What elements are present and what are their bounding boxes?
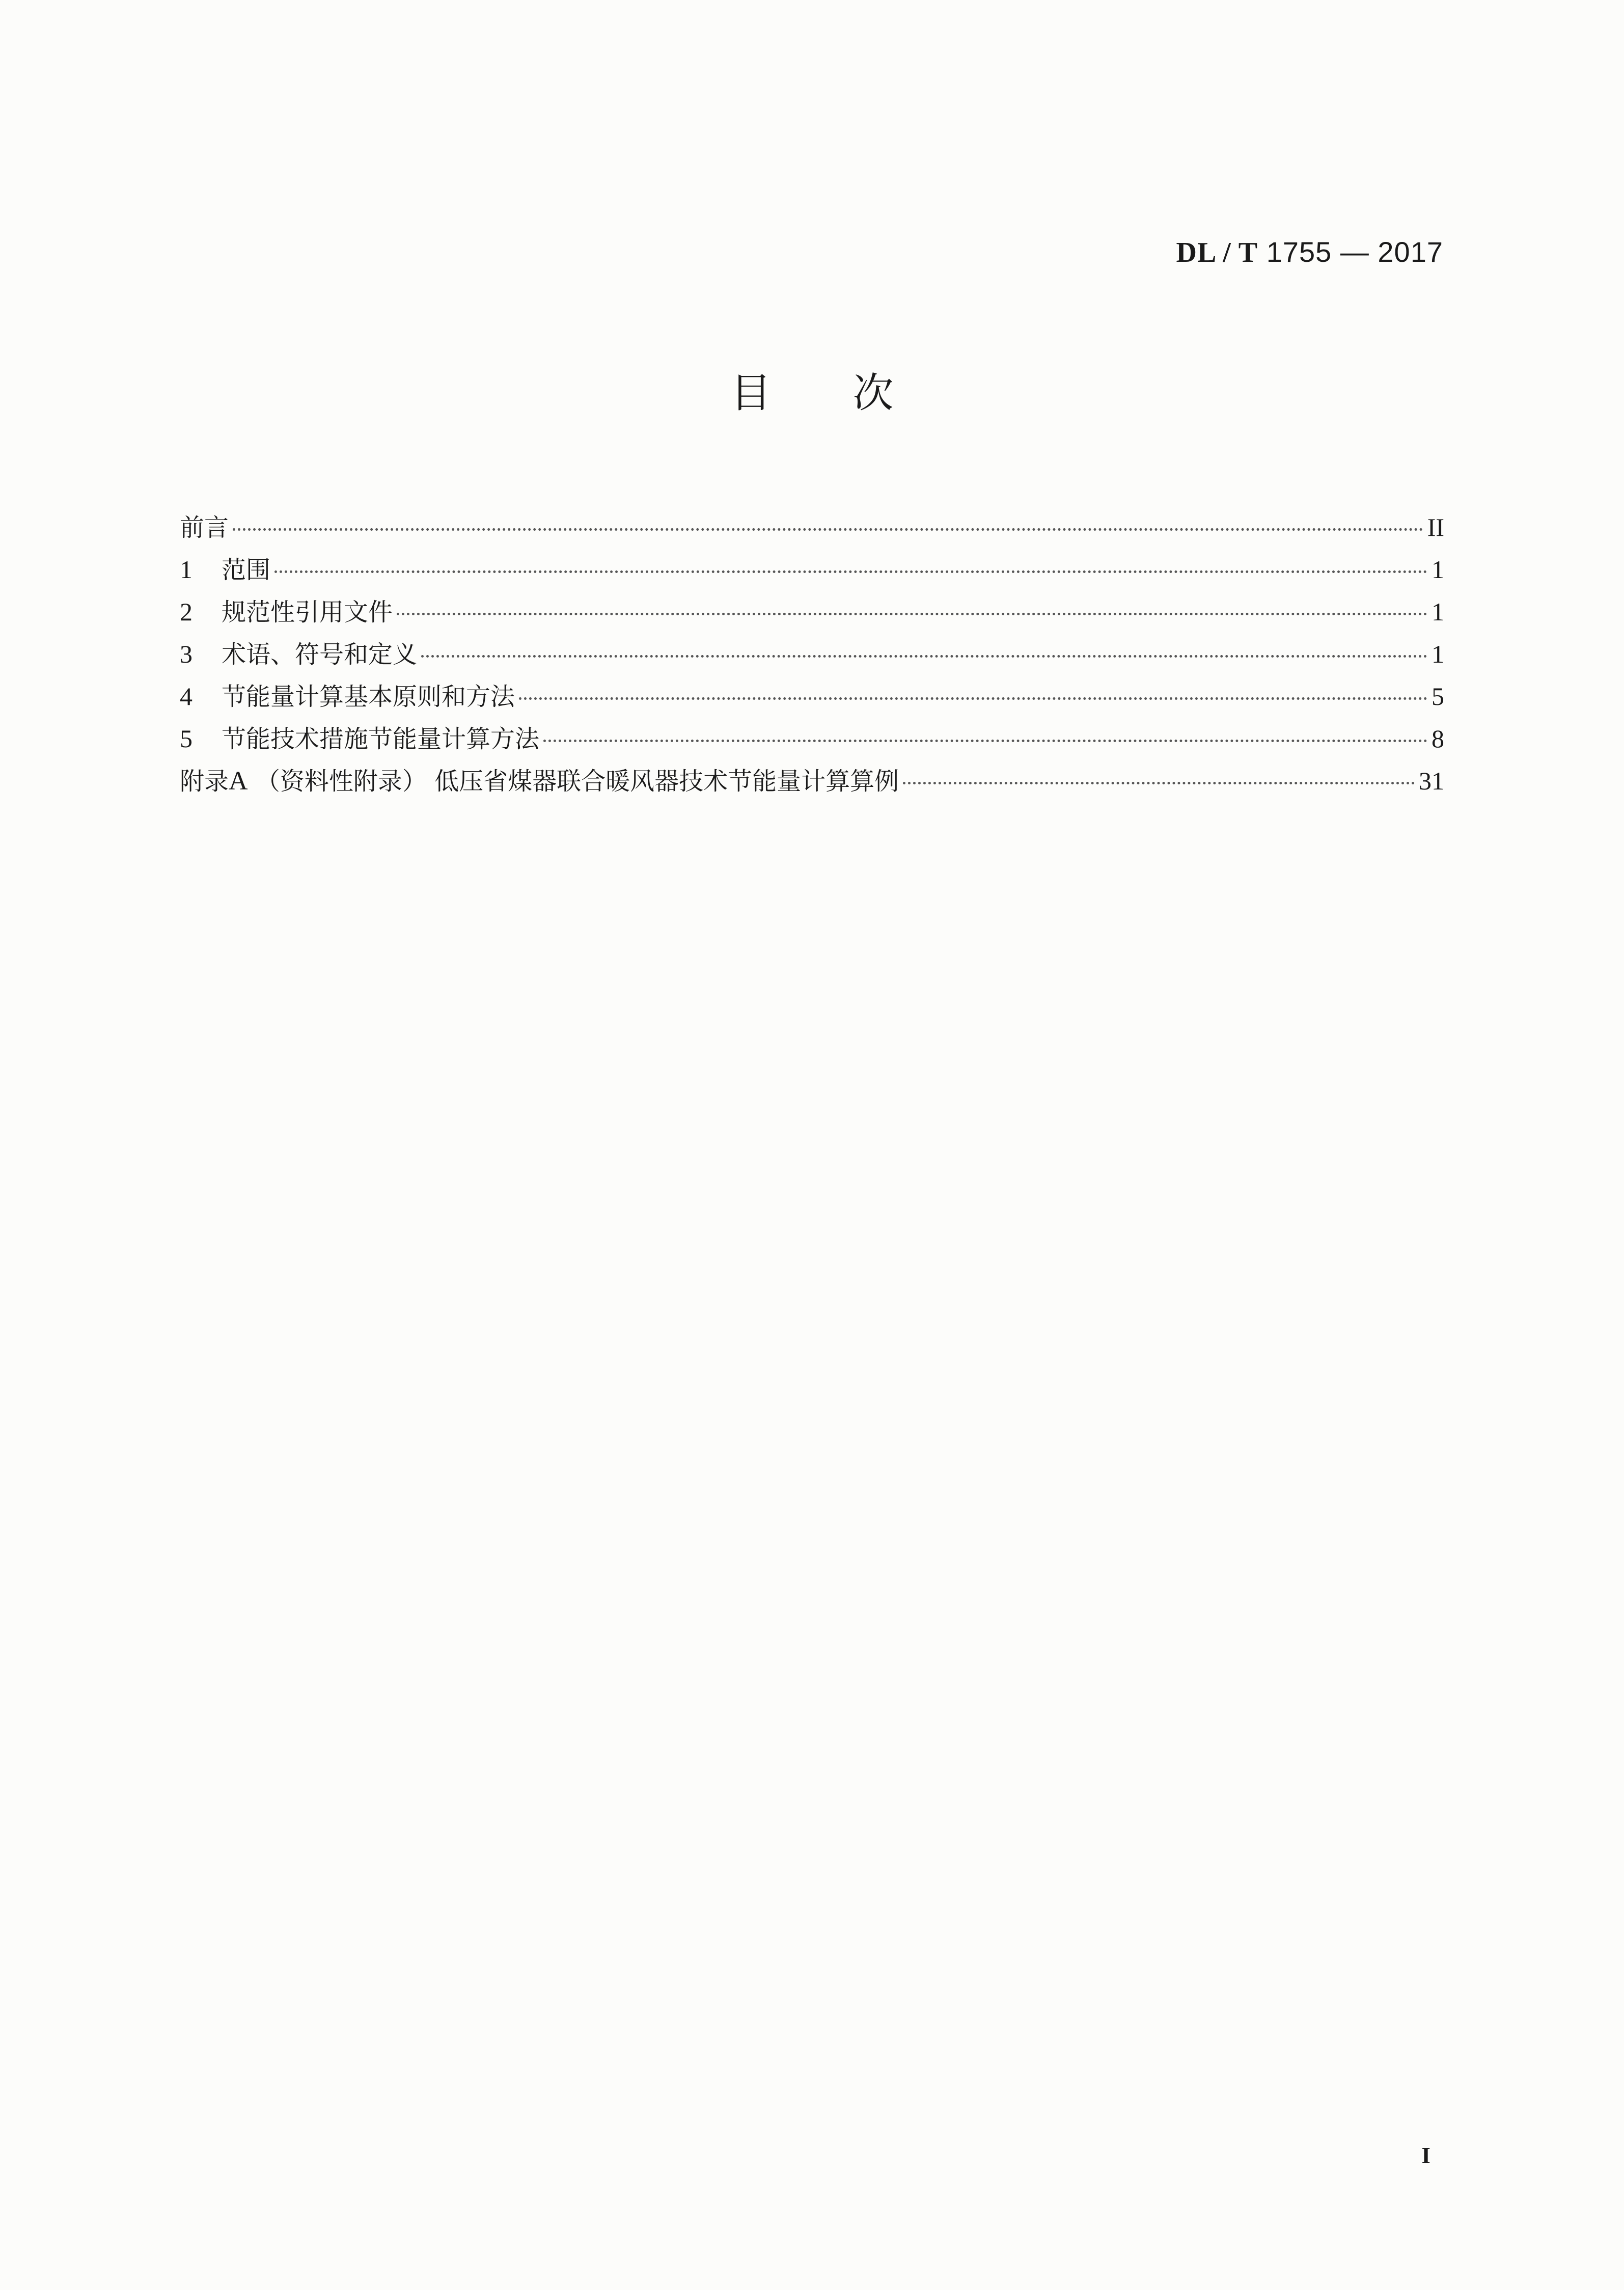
toc-leader-dots [421,655,1427,658]
standard-number: 1755 — 2017 [1266,236,1443,268]
toc-entry-title: 节能量计算基本原则和方法 [222,683,515,711]
toc-entry-methods[interactable] [180,718,1444,760]
toc-entry-scope[interactable] [180,549,1444,591]
toc-entry-title: 节能技术措施节能量计算方法 [222,725,540,753]
appendix-title: （资料性附录） 低压省煤器联合暖风器技术节能量计算算例 [255,767,899,796]
toc-entry-page: 31 [1419,767,1444,795]
toc-leader-dots [233,528,1423,531]
toc-leader-dots [397,613,1427,615]
toc-entry-number: 2 [180,597,192,626]
page-number: I [1421,2142,1430,2168]
toc-entry-title: 术语、符号和定义 [222,640,418,669]
toc-title-char-2: 次 [852,369,894,417]
toc-leader-dots [519,697,1427,700]
toc-entry-number: 5 [180,724,192,753]
toc-entry-number: 4 [180,682,192,711]
toc-entry-page: 5 [1432,682,1444,711]
toc-entry-title: 规范性引用文件 [222,598,393,626]
toc-entry-terms[interactable] [180,633,1444,675]
toc-entry-foreword[interactable] [180,506,1444,549]
toc-entry-number: 1 [180,555,192,584]
toc-entry-title: 范围 [222,556,271,584]
table-of-contents [180,506,1444,802]
toc-entry-page: 1 [1432,555,1444,584]
toc-entry-title: 前言 [180,513,229,542]
toc-entry-number: 3 [180,640,192,668]
toc-entry-page: 1 [1432,640,1444,668]
appendix-letter: A [229,767,248,796]
standard-code [1176,235,1443,269]
toc-entry-title [180,760,899,803]
toc-leader-dots [543,740,1427,742]
toc-title-char-1: 目 [730,369,772,417]
toc-leader-dots [903,782,1415,784]
toc-title [0,368,1624,419]
toc-entry-page: 8 [1432,724,1444,753]
toc-entry-page: 1 [1432,597,1444,626]
toc-entry-page: II [1427,513,1444,541]
toc-entry-appendix-a[interactable] [180,760,1444,802]
standard-prefix: DL / T [1176,237,1258,268]
toc-entry-normative-references[interactable] [180,591,1444,633]
appendix-prefix: 附录 [180,767,229,796]
toc-leader-dots [274,570,1427,573]
toc-entry-principles[interactable] [180,675,1444,718]
